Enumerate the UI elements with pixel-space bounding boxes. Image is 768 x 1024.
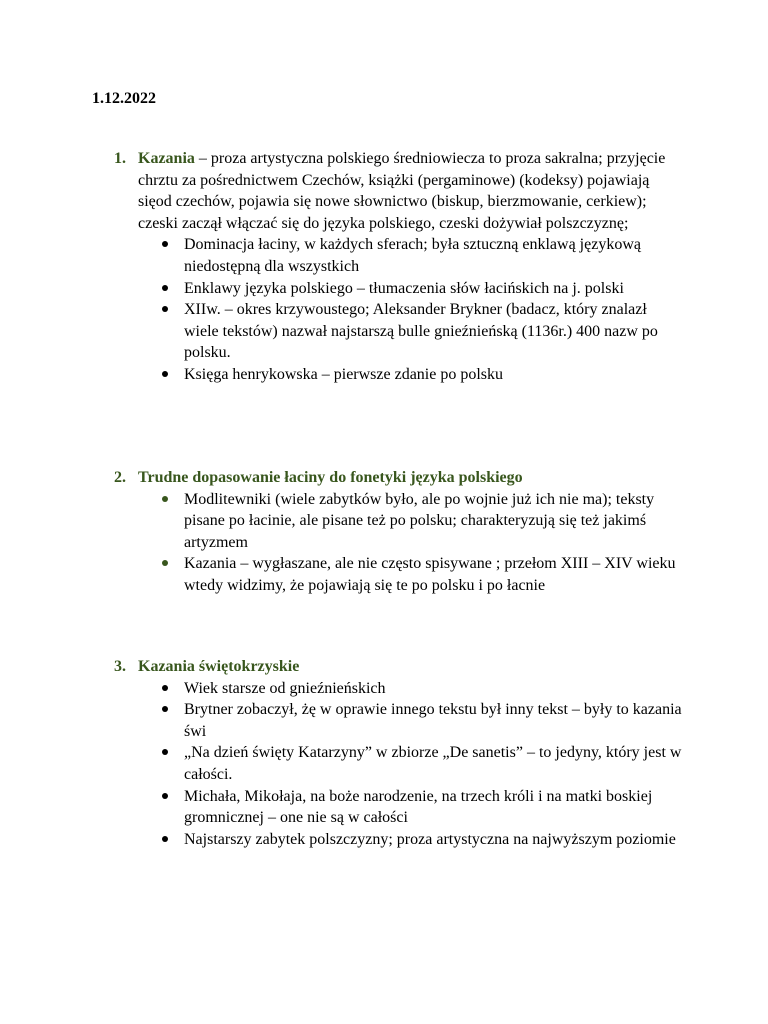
list-item	[184, 489, 684, 554]
list-item-text: Enklawy języka polskiego – tłumaczenia słów łacińskich na j. polski	[184, 279, 624, 297]
list-item	[184, 786, 684, 829]
list-item-text: XIIw. – okres krzywoustego; Aleksander Brykner (badacz, który znalazł wiele tekstów) nazwał najstarszą bulle gnieźnieńską (1136r.) 400 nazw po polsku.	[184, 301, 658, 362]
list-item	[184, 829, 684, 851]
bullet-icon	[162, 706, 168, 712]
list-item	[184, 234, 684, 277]
section-1-heading: Kazania	[138, 150, 195, 167]
section-2	[114, 467, 684, 597]
bullet-icon	[162, 241, 168, 247]
list-item-text: „Na dzień święty Katarzyny” w zbiorze „De sanetis” – to jedyny, który jest w całości.	[184, 744, 682, 783]
section-3-bullets	[114, 678, 684, 851]
section-2-number: 2.	[114, 469, 126, 486]
list-item	[184, 278, 684, 300]
list-item	[184, 699, 684, 742]
section-3-paragraph	[114, 656, 684, 678]
list-item-text: Najstarszy zabytek polszczyzny; proza artystyczna na najwyższym poziomie	[184, 830, 676, 848]
section-1-bullets	[114, 234, 684, 385]
section-1-number: 1.	[114, 150, 126, 167]
section-2-paragraph	[114, 467, 684, 489]
bullet-icon	[162, 685, 168, 691]
list-item	[184, 742, 684, 785]
section-1-text: – proza artystyczna polskiego średniowiecza to proza sakralna; przyjęcie chrztu za pośrednictwem Czechów, książki (pergaminowe) (kodeksy) pojawiają sięod czechów, pojawia się nowe słownictwo (biskup, bierzmowanie, cerkiew); czeski zaczął włączać się do języka polskiego, czeski dożywiał polszczyznę;	[138, 150, 666, 232]
bullet-icon	[162, 560, 168, 566]
section-3-heading: Kazania świętokrzyskie	[138, 658, 300, 675]
list-item	[184, 553, 684, 596]
bullet-icon	[162, 749, 168, 755]
bullet-icon	[162, 285, 168, 291]
list-item-text: Modlitewniki (wiele zabytków było, ale po wojnie już ich nie ma); teksty pisane po łacinie, ale pisane też po polsku; charakteryzują się też jakimś artyzmem	[184, 490, 655, 551]
bullet-icon	[162, 306, 168, 312]
bullet-icon	[162, 371, 168, 377]
bullet-icon	[162, 496, 168, 502]
section-1	[114, 148, 684, 386]
document-date: 1.12.2022	[92, 90, 156, 107]
bullet-icon	[162, 836, 168, 842]
list-item	[184, 364, 684, 386]
section-2-bullets	[114, 489, 684, 597]
list-item-text: Michała, Mikołaja, na boże narodzenie, na trzech króli i na matki boskiej gromnicznej – one nie są w całości	[184, 787, 653, 827]
list-item-text: Wiek starsze od gnieźnieńskich	[184, 679, 386, 697]
section-2-heading: Trudne dopasowanie łaciny do fonetyki języka polskiego	[138, 469, 523, 486]
bullet-icon	[162, 793, 168, 799]
section-3-number: 3.	[114, 658, 126, 675]
section-3	[114, 656, 684, 850]
list-item-text: Dominacja łaciny, w każdych sferach; była sztuczną enklawą językową niedostępną dla wszystkich	[184, 236, 641, 275]
list-item-text: Kazania – wygłaszane, ale nie często spisywane ; przełom XIII – XIV wieku wtedy widzimy, że pojawiają się te po polsku i po łacnie	[184, 555, 676, 594]
section-1-paragraph	[114, 148, 684, 234]
list-item-text: Brytner zobaczył, żę w oprawie innego tekstu był inny tekst – były to kazania świ	[184, 701, 682, 740]
list-item	[184, 678, 684, 700]
list-item-text: Księga henrykowska – pierwsze zdanie po polsku	[184, 365, 504, 383]
list-item	[184, 299, 684, 364]
